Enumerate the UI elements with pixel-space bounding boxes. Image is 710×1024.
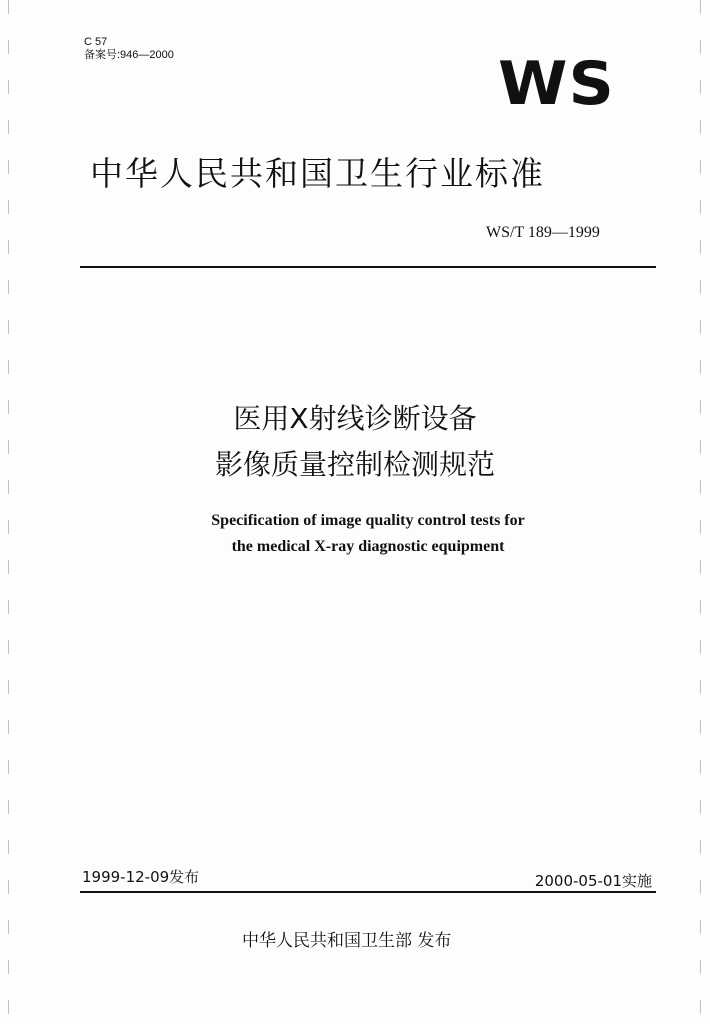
ccs-code: C 57 <box>84 36 108 48</box>
bottom-divider <box>80 891 656 893</box>
chinese-title-line-2: 影像质量控制检测规范 <box>214 448 495 481</box>
chinese-title-line-1: 医用X射线诊断设备 <box>233 402 477 435</box>
filing-number: 备案号:946—2000 <box>84 49 174 61</box>
top-divider <box>80 266 656 268</box>
english-title-line-1: Specification of image quality control tests for <box>211 512 525 529</box>
implementation-date: 2000-05-01实施 <box>534 872 652 890</box>
standard-number: WS/T 189—1999 <box>486 224 600 241</box>
ws-logo: WS <box>498 49 615 119</box>
issue-date: 1999-12-09发布 <box>82 868 200 886</box>
classification-block <box>84 36 174 62</box>
issuing-authority: 中华人民共和国卫生部 发布 <box>242 931 452 951</box>
standard-org-title: 中华人民共和国卫生行业标准 <box>90 154 545 193</box>
english-title-line-2: the medical X-ray diagnostic equipment <box>231 538 505 555</box>
